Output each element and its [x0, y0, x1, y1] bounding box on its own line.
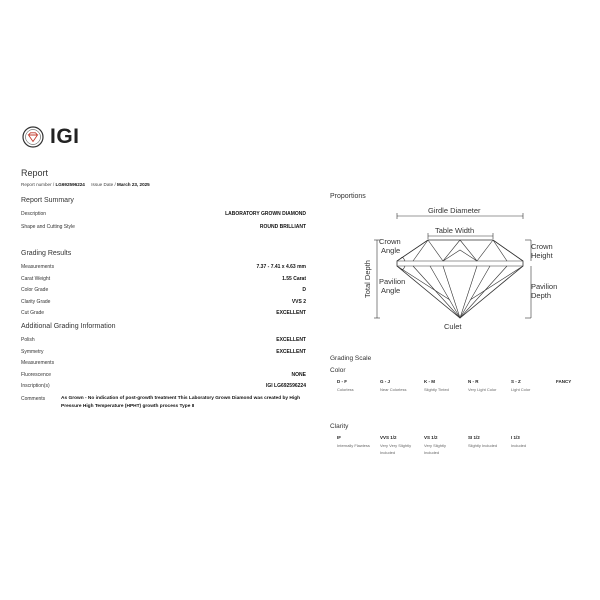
total-depth-label: Total Depth [363, 260, 372, 298]
grade-range: FANCY [556, 379, 572, 384]
igi-logo [22, 125, 80, 149]
row-value: EXCELLENT [276, 349, 306, 355]
row-value: ROUND BRILLIANT [259, 224, 306, 230]
row-value: VVS 2 [291, 299, 306, 305]
color-grade [511, 379, 559, 394]
clarity-scale-title: Clarity [330, 423, 349, 430]
additional-row [21, 349, 306, 357]
row-label: Inscription(s) [21, 383, 50, 389]
row-value: EXCELLENT [276, 310, 306, 316]
color-grade [424, 379, 472, 394]
additional-title: Additional Grading Information [21, 323, 116, 330]
row-value: NONE [291, 372, 306, 378]
grading-title: Grading Results [21, 250, 72, 257]
row-label: Measurements [21, 264, 55, 270]
issue-date-label: Issue Date / [91, 182, 116, 187]
report-number: LG692596224 [55, 182, 85, 187]
table-width-label: Table Width [435, 226, 475, 235]
additional-row [21, 337, 306, 345]
row-label: Carat Weight [21, 276, 51, 282]
clarity-grade [511, 435, 545, 450]
comments-text: As Grown - No indication of post-growth treatment This Laboratory Grown Diamond was created by High Pressure High Temperature (HPHT) growth process Type II [61, 396, 301, 409]
grade-description: Colorless [337, 387, 354, 392]
girdle-diameter-label: Girdle Diameter [428, 206, 481, 215]
grade-description: Slightly Tinted [424, 387, 449, 392]
additional-row [21, 383, 306, 391]
row-label: Polish [21, 337, 35, 343]
row-label: Clarity Grade [21, 299, 51, 305]
crown-angle-label-1: Crown [379, 237, 401, 246]
row-label: Cut Grade [21, 310, 45, 316]
row-value: LABORATORY GROWN DIAMOND [225, 211, 306, 217]
grade-description: Near Colorless [380, 387, 407, 392]
color-scale-title: Color [330, 367, 346, 374]
color-grade [337, 379, 385, 394]
report-meta [21, 182, 150, 187]
grade-range: SI 1/2 [468, 435, 480, 440]
crown-angle-label-2: Angle [381, 246, 401, 255]
clarity-grade [424, 435, 458, 456]
pavilion-depth-label-2: Depth [531, 291, 552, 300]
grade-description: Included [511, 443, 527, 448]
grading-row [21, 287, 306, 295]
summary-row [21, 211, 306, 219]
additional-row [21, 360, 306, 368]
diamond-proportions-diagram [355, 200, 570, 335]
grade-description: Very Very Slightly Included [380, 443, 412, 455]
report-number-label: Report number / [21, 182, 55, 187]
additional-row [21, 372, 306, 380]
grade-range: VS 1/2 [424, 435, 438, 440]
grading-row [21, 299, 306, 307]
clarity-grade [380, 435, 412, 456]
igi-seal-icon [22, 126, 44, 148]
summary-title: Report Summary [21, 197, 74, 204]
row-label: Symmetry [21, 349, 44, 355]
crown-height-label-2: Height [531, 251, 553, 260]
pavilion-angle-label-1: Pavilion [379, 277, 406, 286]
grade-range: K - M [424, 379, 435, 384]
color-grade [468, 379, 502, 394]
row-label: Measurements [21, 360, 55, 366]
pavilion-depth-label-1: Pavilion [531, 282, 558, 291]
row-value: 1.55 Carat [282, 276, 306, 282]
comments-label: Comments [21, 396, 46, 402]
crown-height-label-1: Crown [531, 242, 553, 251]
proportions-title: Proportions [330, 193, 366, 200]
grade-range: S - Z [511, 379, 521, 384]
grading-row [21, 310, 306, 318]
grade-description: Very Slightly Included [424, 443, 447, 455]
grade-range: IF [337, 435, 341, 440]
color-grade [556, 379, 596, 387]
grade-range: D - F [337, 379, 347, 384]
color-grade [380, 379, 414, 394]
brand-name: IGI [50, 125, 80, 148]
grading-scale-title: Grading Scale [330, 355, 372, 362]
grading-row [21, 264, 306, 272]
grade-description: Internally Flawless [337, 443, 370, 448]
grade-range: VVS 1/2 [380, 435, 397, 440]
pavilion-angle-label-2: Angle [381, 286, 401, 295]
row-label: Fluorescence [21, 372, 52, 378]
row-label: Color Grade [21, 287, 49, 293]
culet-label: Culet [444, 322, 462, 331]
grade-range: N - R [468, 379, 479, 384]
clarity-grade [468, 435, 500, 450]
row-label: Shape and Cutting Style [21, 224, 75, 230]
clarity-grade [337, 435, 371, 450]
row-label: Description [21, 211, 47, 217]
row-value: EXCELLENT [276, 337, 306, 343]
grading-row [21, 276, 306, 284]
grade-description: Slightly Included [468, 443, 498, 448]
report-title: Report [21, 168, 49, 178]
issue-date: March 23, 2025 [117, 182, 150, 187]
row-value: D [302, 287, 306, 293]
grade-range: I 1/3 [511, 435, 520, 440]
summary-row [21, 224, 306, 232]
grade-range: G - J [380, 379, 391, 384]
grade-description: Very Light Color [468, 387, 497, 392]
row-value: 7.37 - 7.41 x 4.63 mm [256, 264, 306, 270]
grade-description: Light Color [511, 387, 531, 392]
row-value: IGI LG692596224 [265, 383, 306, 389]
